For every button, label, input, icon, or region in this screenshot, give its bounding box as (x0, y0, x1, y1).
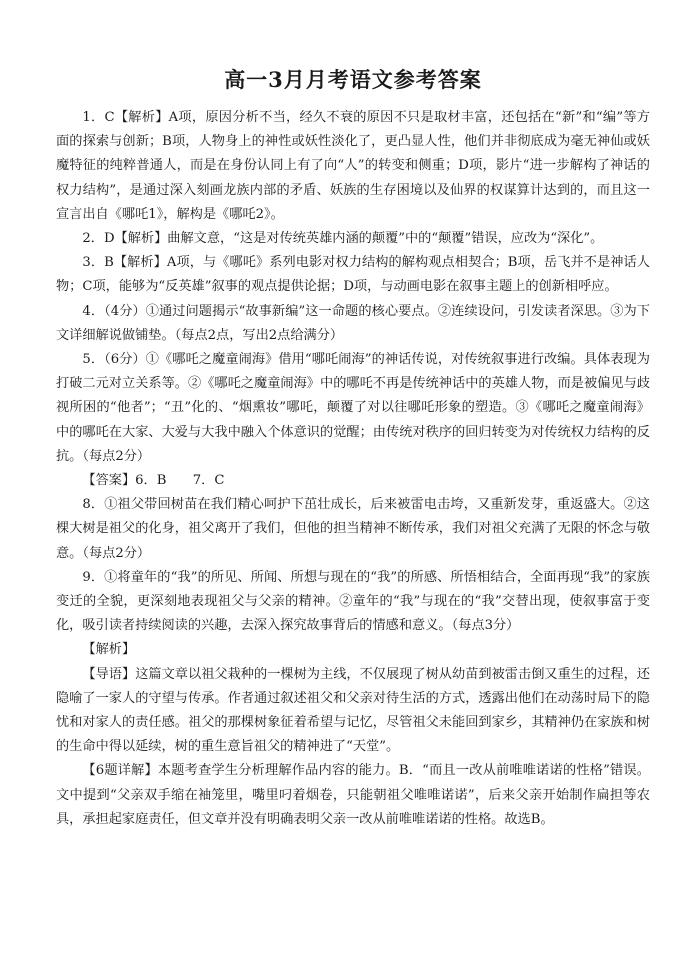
answer-4: 4．（4分）①通过问题揭示“故事新编”这一命题的核心要点。②连续设问，引发读者深思。③为下文详细解说做铺垫。（每点2点，写出2点给满分） (56, 303, 650, 343)
answer-3: 3．B【解析】A项，与《哪吒》系列电影对权力结构的解构观点相契合；B项，岳飞并不是神话人物；C项，能够为“反英雄”叙事的观点提供论据；D项，与动画电影在叙事主题上的创新相呼应。 (56, 255, 650, 295)
answer-8: 8．①祖父带回树苗在我们精心呵护下茁壮成长，后来被雷电击垮，又重新发芽，重返盛大。②这棵大树是祖父的化身，祖父离开了我们，但他的担当精神不断传承，我们对祖父充满了无限的怀念与敬意。（每点2分） (56, 497, 650, 561)
question-6-explanation: 【6题详解】本题考查学生分析理解作品内容的能力。B．“而且一改从前唯唯诺诺的性格”错误。文中提到“父亲双手缩在袖笼里，嘴里叼着烟卷，只能朝祖父唯唯诺诺”，后来父亲开始制作扁担等农具，承担起家庭责任，但文章并没有明确表明父亲一改从前唯唯诺诺的性格。故选B。 (56, 763, 650, 827)
analysis-heading: 【解析】 (82, 642, 136, 658)
answer-5: 5．（6分）①《哪吒之魔童闹海》借用“哪吒闹海”的神话传说，对传统叙事进行改编。具体表现为打破二元对立关系等。②《哪吒之魔童闹海》中的哪吒不再是传统神话中的英雄人物，而是被偏见与歧视所困的“他者”；“丑”化的、“烟熏妆”哪吒，颠覆了对以往哪吒形象的塑造。③《哪吒之魔童闹海》中的哪吒在大家、大爱与大我中融入个体意识的觉醒；由传统对秩序的回归转变为对传统权力结构的反抗。（每点2分） (56, 352, 650, 464)
document-title: 高一3月月考语文参考答案 (224, 67, 482, 92)
answer-2: 2．D【解析】曲解文意，“这是对传统英雄内涵的颠覆”中的“颠覆”错误，应改为“深化”。 (82, 231, 604, 247)
guide-paragraph: 【导语】这篇文章以祖父栽种的一棵树为主线，不仅展现了树从幼苗到被雷击倒又重生的过程，还隐喻了一家人的守望与传承。作者通过叙述祖父和父亲对待生活的方式，透露出他们在动荡时局下的隐忧和对家人的责任感。祖父的那棵树象征着希望与记忆，尽管祖父未能回到家乡，其精神仍在家族和树的生命中得以延续，树的重生意旨祖父的精神进了“天堂”。 (56, 666, 650, 755)
answer-6-7: 【答案】6．B 7．C (82, 473, 225, 489)
answer-1: 1．C【解析】A项，原因分析不当，经久不衰的原因不只是取材丰富，还包括在“新”和“编”等方面的探索与创新；B项，人物身上的神性或妖性淡化了，更凸显人性，他们并非彻底成为毫无神仙或妖魔特征的纯粹普通人，而是在身份认同上有了向“人”的转变和侧重；D项，影片“进一步解构了神话的权力结构”，是通过深入刻画龙族内部的矛盾、妖族的生存困境以及仙界的权谋算计达到的，而且这一宣言出自《哪吒1》，解构是《哪吒2》。 (56, 110, 650, 222)
answer-9: 9．①将童年的“我”的所见、所闻、所想与现在的“我”的所感、所悟相结合，全面再现“我”的家族变迁的全貌，更深刻地表现祖父与父亲的精神。②童年的“我”与现在的“我”交替出现，使叙事富于变化，吸引读者持续阅读的兴趣，去深入探究故事背后的情感和意义。（每点3分） (56, 569, 650, 634)
